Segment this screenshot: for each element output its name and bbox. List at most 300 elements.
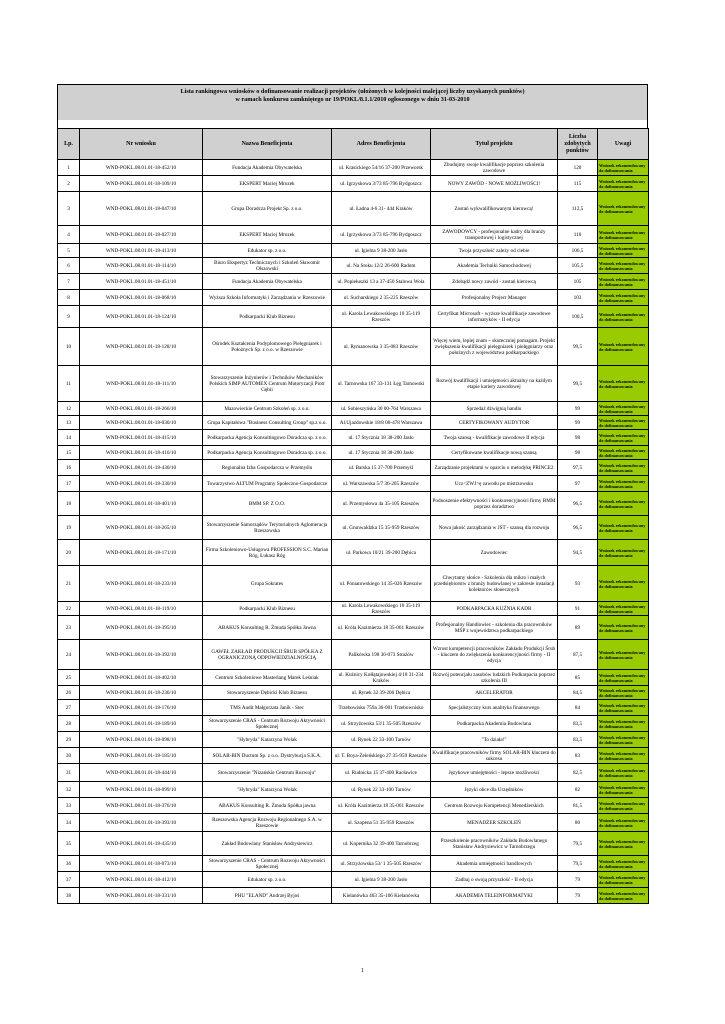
cell-recommendation-note: Wniosek rekomendowany do dofinansowania [598,566,649,602]
ranking-sheet [57,84,648,904]
cell-project-title: AKCELERATOR [431,686,558,700]
cell-lp: 22 [58,602,80,616]
cell-points: 120 [558,160,598,176]
cell-beneficiary-name: PHU "ELAND" Andrzej Byjoś [203,888,332,904]
cell-points: 81,5 [558,798,598,814]
cell-beneficiary-name: Biuro Ekspertyz Technicznych i Szkoleń Sławomir Olszowski [203,258,332,274]
page-number: 1 [361,968,364,974]
cell-application-number: WND-POKL.08.01.01-18-119/10 [80,602,203,616]
cell-points: 84 [558,700,598,716]
cell-recommendation-note: Wniosek rekomendowany do dofinansowania [598,670,649,686]
table-row [58,640,649,670]
cell-beneficiary-address: Al.Ujazdowskie 18/8 00-478 Warszawa [332,416,431,430]
cell-beneficiary-name: Edukator sp. z o.o. [203,872,332,888]
cell-application-number: WND-POKL.08.01.01-18-435/10 [80,832,203,856]
cell-beneficiary-name: Stowarzyszenie Dębicki Klub Biznesu [203,686,332,700]
cell-beneficiary-address: ul. Popiełuszki 13 a 37-450 Stalowa Wola [332,274,431,290]
cell-beneficiary-name: Wyższa Szkoła Informatyki i Zarządzania w Rzeszowie [203,290,332,306]
table-row [58,430,649,446]
table-row [58,764,649,782]
cell-application-number: WND-POKL.08.01.01-18-114/10 [80,258,203,274]
cell-project-title: Więcej wiem, lepiej znam – skuteczniej pomagam. Projekt zwiększenia kwalifikacji pielęgniarek i pielęgniarzy oraz położnych z województwa podkarpackiego [431,328,558,366]
cell-points: 80 [558,814,598,832]
cell-application-number: WND-POKL.08.01.01-18-413/10 [80,244,203,258]
cell-beneficiary-address: ul. Króla Kazimierza 18 35-061 Rzeszów [332,798,431,814]
cell-lp: 38 [58,888,80,904]
cell-recommendation-note: Wniosek rekomendowany do dofinansowania [598,764,649,782]
cell-recommendation-note: Wniosek rekomendowany do dofinansowania [598,872,649,888]
table-row [58,814,649,832]
cell-lp: 32 [58,782,80,798]
cell-beneficiary-address: ul. Strzyżowska 53/ 1 35-505 Rzeszów [332,856,431,872]
cell-beneficiary-name: Fundacja Akademia Obywatelska [203,160,332,176]
cell-project-title: Nowa jakość zarządzania w JST - szansą dla rozwoju [431,516,558,540]
cell-recommendation-note: Wniosek rekomendowany do dofinansowania [598,814,649,832]
table-row [58,244,649,258]
cell-lp: 10 [58,328,80,366]
cell-points: 89 [558,616,598,640]
cell-application-number: WND-POKL.08.01.01-18-415/10 [80,430,203,446]
title-spacer [57,120,648,128]
cell-points: 110 [558,226,598,244]
cell-points: 98 [558,430,598,446]
cell-application-number: WND-POKL.08.01.01-18-412/10 [80,872,203,888]
table-row [58,402,649,416]
cell-beneficiary-address: ul. Sucharskiego 2 35-225 Rzeszów [332,290,431,306]
cell-beneficiary-address: ul. Kopernika 32 39-400 Tarnobrzeg [332,832,431,856]
cell-application-number: WND-POKL.08.01.01-18-128/10 [80,328,203,366]
cell-beneficiary-name: Stowarzyszenie Inżynierów i Techników Mechaników Polskich SIMP AUTOMEX Centrum Motoryzacji Piotr Gębii [203,366,332,402]
cell-lp: 24 [58,640,80,670]
cell-recommendation-note: Wniosek rekomendowany do dofinansowania [598,416,649,430]
cell-points: 96,5 [558,516,598,540]
cell-points: 82 [558,782,598,798]
table-row [58,366,649,402]
cell-application-number: WND-POKL.08.01.01-18-401/10 [80,492,203,516]
cell-beneficiary-name: TMS Audit Małgorzata Janik - Stec [203,700,332,716]
cell-lp: 8 [58,290,80,306]
cell-points: 103 [558,290,598,306]
cell-lp: 19 [58,516,80,540]
table-body [58,160,649,904]
cell-lp: 23 [58,616,80,640]
table-header-row [58,129,649,160]
cell-recommendation-note: Wniosek rekomendowany do dofinansowania [598,492,649,516]
cell-points: 79,5 [558,856,598,872]
table-row [58,160,649,176]
cell-lp: 4 [58,226,80,244]
cell-project-title: NOWY ZAWÓD - NOWE MOŻLIWOŚCI! [431,176,558,192]
cell-application-number: WND-POKL.08.01.01-18-027/10 [80,226,203,244]
cell-lp: 20 [58,540,80,566]
cell-project-title: "To działa!" [431,732,558,748]
cell-beneficiary-address: ul. Strzyżowska 53/1 35-505 Rzeszów [332,716,431,732]
cell-application-number: WND-POKL.08.01.01-18-073/10 [80,856,203,872]
cell-application-number: WND-POKL.08.01.01-18-099/10 [80,782,203,798]
cell-beneficiary-address: ul. Krasickiego 54/16 37-200 Przeworsk [332,160,431,176]
cell-lp: 33 [58,798,80,814]
cell-recommendation-note: Wniosek rekomendowany do dofinansowania [598,244,649,258]
cell-recommendation-note: Wniosek rekomendowany do dofinansowania [598,888,649,904]
cell-project-title: Sprzedaż dźwignią handlu [431,402,558,416]
cell-application-number: WND-POKL.08.01.01-18-233/10 [80,566,203,602]
cell-project-title: Twoja szansą - kwalifikacje zawodowe II edycja [431,430,558,446]
cell-lp: 27 [58,700,80,716]
cell-application-number: WND-POKL.08.01.01-18-124/10 [80,306,203,328]
sheet-title [57,84,648,120]
cell-lp: 26 [58,686,80,700]
cell-beneficiary-name: Stowarzyszenie Samorządów Terytorialnych Aglomeracja Rzeszowska [203,516,332,540]
cell-lp: 37 [58,872,80,888]
cell-project-title: Przeszkolenie pracowników Zakładu Budowlanego Stanisław Andrysiewicz w Tarnobrzegu [431,832,558,856]
cell-recommendation-note: Wniosek rekomendowany do dofinansowania [598,460,649,476]
cell-recommendation-note: Wniosek rekomendowany do dofinansowania [598,290,649,306]
header-notes: Uwagi [598,129,649,160]
cell-beneficiary-address: ul. Igielna 9 38-200 Jasło [332,244,431,258]
cell-lp: 13 [58,416,80,430]
cell-beneficiary-address: ul. Rynek 22 33-100 Tarnów [332,732,431,748]
cell-project-title: Zostań wykwalifikowanym kierowcą! [431,192,558,226]
table-row [58,602,649,616]
cell-project-title: Języki obce dla Urzędników [431,782,558,798]
cell-lp: 3 [58,192,80,226]
cell-recommendation-note: Wniosek rekomendowany do dofinansowania [598,748,649,764]
cell-points: 99 [558,416,598,430]
cell-points: 112,5 [558,192,598,226]
cell-project-title: Kwalifikacje pracowników firmy SOLAR-BIN kluczem do sukcesu [432,749,556,762]
cell-application-number: WND-POKL.08.01.01-18-265/10 [80,516,203,540]
cell-application-number: WND-POKL.08.01.01-18-109/10 [80,176,203,192]
cell-lp: 17 [58,476,80,492]
cell-application-number: WND-POKL.08.01.01-18-111/10 [80,366,203,402]
cell-project-title: Podnoszenie efektywności i konkurencyjności firmy BMM poprzez doradztwo [431,492,558,516]
cell-recommendation-note: Wniosek rekomendowany do dofinansowania [598,540,649,566]
cell-beneficiary-address: ul. Rynek 22 33-100 Tarnów [332,782,431,798]
cell-lp: 11 [58,366,80,402]
table-row [58,176,649,192]
cell-project-title: Centrum Rozwoju Kompetencji Menedżerskich [431,798,558,814]
header-application-number: Nr wniosku [80,129,203,160]
cell-beneficiary-name: "Hybryda" Katarzyna Wolak [203,782,332,798]
cell-beneficiary-name: Firma Szkoleniowo-Usługowa PROFESSION S.C. Marian Róg, Łukasz Róg [203,540,332,566]
cell-application-number: WND-POKL.08.01.01-18-030/10 [80,416,203,430]
cell-project-title: ZAWODOWCY - profesjonalne kadry dla branży transportowej i logistycznej [431,226,558,244]
cell-beneficiary-name: Podkarpacka Agencja Konsultingowo Doradcza sp. z o.o. [203,446,332,460]
cell-project-title: Rozwój kwalifikacji i umiejętności aktualny na każdym etapie kariery zawodowej [431,366,558,402]
cell-beneficiary-name: GAWEŁ ZAKŁAD PRODUKCJI ŚRUB SPÓŁKA Z OGRANICZONĄ ODPOWIEDZIALNOŚCIĄ [203,640,332,670]
cell-beneficiary-address: ul. Rymanowska 3 35-083 Rzeszów [332,328,431,366]
table-row [58,258,649,274]
cell-beneficiary-address: Trzebowisko 759a 36-001 Trzebownisko [332,700,431,716]
table-row [58,832,649,856]
cell-lp: 14 [58,430,80,446]
header-lp: Lp. [58,129,80,160]
cell-project-title: Zdobądź nowy zawód - zostań kierowcą [431,274,558,290]
table-row [58,716,649,732]
cell-points: 96,5 [558,492,598,516]
cell-project-title: Certyfikat Microsoft - wyższe kwalifikacje zawodowe informatyków - II edycja [431,306,558,328]
cell-beneficiary-address: ul. Karola Lewakowskiego 10 35-119 Rzeszów [332,602,431,616]
cell-project-title: Zadbaj o swoją przyszłość - II edycja [431,872,558,888]
cell-beneficiary-name: Regionalna Izba Gospodarcza w Przemyślu [203,460,332,476]
cell-lp: 18 [58,492,80,516]
cell-application-number: WND-POKL.08.01.01-18-047/10 [80,192,203,226]
cell-beneficiary-name: Zakład Budowlany Stanisław Andrysiewicz [203,832,332,856]
cell-project-title: MENADŻER SZKOLEŃ [431,814,558,832]
table-row [58,492,649,516]
cell-recommendation-note: Wniosek rekomendowany do dofinansowania [598,226,649,244]
table-row [58,856,649,872]
cell-application-number: WND-POKL.08.01.01-18-098/10 [80,732,203,748]
cell-recommendation-note: Wniosek rekomendowany do dofinansowania [598,274,649,290]
table-row [58,274,649,290]
cell-beneficiary-address: ul. 17 Stycznia 18 38-200 Jasło [332,446,431,460]
cell-beneficiary-address: ul. 17 Stycznia 18 38-200 Jasło [332,430,431,446]
table-row [58,872,649,888]
header-beneficiary-name: Nazwa Beneficjenta [203,129,332,160]
cell-application-number: WND-POKL.08.01.01-18-376/10 [80,798,203,814]
cell-lp: 28 [58,716,80,732]
cell-recommendation-note: Wniosek rekomendowany do dofinansowania [598,306,649,328]
cell-recommendation-note: Wniosek rekomendowany do dofinansowania [598,602,649,616]
cell-lp: 2 [58,176,80,192]
cell-application-number: WND-POKL.08.01.01-18-176/10 [80,700,203,716]
cell-beneficiary-address: ul. Na Stoku 12/2 26-600 Radom [332,258,431,274]
cell-lp: 7 [58,274,80,290]
cell-lp: 1 [58,160,80,176]
cell-recommendation-note: Wniosek rekomendowany do dofinansowania [598,176,649,192]
cell-recommendation-note: Wniosek rekomendowany do dofinansowania [598,516,649,540]
cell-points: 105,5 [558,258,598,274]
header-project-title: Tytuł projektu [431,129,558,160]
cell-lp: 34 [58,814,80,832]
cell-recommendation-note: Wniosek rekomendowany do dofinansowania [598,856,649,872]
cell-beneficiary-address: ul. Barska 15 37-700 Przemyśl [332,460,431,476]
cell-application-number: WND-POKL.08.01.01-18-402/10 [80,670,203,686]
cell-recommendation-note: Wniosek rekomendowany do dofinansowania [598,616,649,640]
cell-project-title: Certyfikowane kwalifikacje nową szansą [431,446,558,460]
cell-points: 79,5 [558,832,598,856]
cell-application-number: WND-POKL.08.01.01-18-171/10 [80,540,203,566]
cell-project-title: AKADEMIA TELEINFORMATYKI [431,888,558,904]
table-row [58,798,649,814]
cell-beneficiary-address: ul. Ładna 4-6 31- 444 Kraków [332,192,431,226]
cell-beneficiary-name: Podkarpacki Klub Biznesu [203,306,332,328]
cell-beneficiary-name: EKSPERT Maciej Mrozek [203,226,332,244]
cell-recommendation-note: Wniosek rekomendowany do dofinansowania [598,686,649,700]
table-row [58,226,649,244]
cell-points: 79 [558,872,598,888]
cell-project-title: Językowe umiejętności - lepsze możliwości [431,764,558,782]
cell-lp: 15 [58,446,80,460]
cell-lp: 30 [58,748,80,764]
cell-application-number: WND-POKL.08.01.01-18-395/10 [80,616,203,640]
cell-beneficiary-address: Palikówka 198 36-073 Strażów [332,640,431,670]
cell-recommendation-note: Wniosek rekomendowany do dofinansowania [598,798,649,814]
cell-points: 93 [558,566,598,602]
cell-beneficiary-name: Grupa Kapitałowa "Business Consulting Group" sp.z o.o. [203,416,332,430]
cell-beneficiary-name: BMM SP. Z O.O. [203,492,332,516]
cell-recommendation-note: Wniosek rekomendowany do dofinansowania [598,328,649,366]
cell-application-number: WND-POKL.08.01.01-18-236/10 [80,686,203,700]
cell-beneficiary-name: Stowarzyszenie CRAS - Centrum Rozwoju Aktywności Społecznej [203,856,332,872]
cell-application-number: WND-POKL.08.01.01-18-451/10 [80,274,203,290]
cell-beneficiary-address: ul. Króla Kazimierza 18 35-061 Rzeszów [332,616,431,640]
cell-lp: 12 [58,402,80,416]
cell-points: 94,5 [558,540,598,566]
cell-project-title: Profesjonalny Project Manager [431,290,558,306]
cell-project-title: Specjalistyczny kurs analityka finansowego [431,700,558,716]
table-row [58,290,649,306]
cell-application-number: WND-POKL.08.01.01-18-068/10 [80,290,203,306]
cell-application-number: WND-POKL.08.01.01-18-452/10 [80,160,203,176]
header-beneficiary-address: Adres Beneficjenta [332,129,431,160]
cell-project-title: Chwytamy słońce - Szkolenia dla mikro i małych przedsiębiorstw z branży budowlanej w zakresie instalacji kolektorów słonecznych [431,566,558,602]
cell-beneficiary-name: Edukator sp. z o.o. [203,244,332,258]
cell-points: 83,5 [558,732,598,748]
cell-project-title: Zbudujmy swoje kwalifikacje poprzez szkolenia zawodowe [431,160,558,176]
cell-beneficiary-address: ul. Rynek 32 39-200 Dębica [332,686,431,700]
cell-points: 79 [558,888,598,904]
cell-application-number: WND-POKL.08.01.01-18-185/10 [80,748,203,764]
cell-recommendation-note: Wniosek rekomendowany do dofinansowania [598,700,649,716]
cell-application-number: WND-POKL.08.01.01-18-331/10 [80,888,203,904]
cell-points: 82,5 [558,764,598,782]
cell-beneficiary-name: Centrum Szkoleniowe Masterlang Marek Leśniak [203,670,332,686]
cell-lp: 16 [58,460,80,476]
cell-lp: 5 [58,244,80,258]
cell-recommendation-note: Wniosek rekomendowany do dofinansowania [598,832,649,856]
table-row [58,686,649,700]
table-row [58,732,649,748]
cell-recommendation-note: Wniosek rekomendowany do dofinansowania [598,258,649,274]
cell-project-title: Ucz<ZWJ>ę zawodu po mistrzowsku [431,476,558,492]
cell-beneficiary-address: ul. Karola Lewakowskiego 10 35-119 Rzeszów [332,306,431,328]
table-row [58,476,649,492]
cell-points: 99 [558,402,598,416]
cell-beneficiary-name: Stowarzyszenie "Nizańskie Centrum Rozwoju" [203,764,332,782]
table-row [58,328,649,366]
cell-application-number: WND-POKL.08.01.01-18-430/10 [80,460,203,476]
cell-beneficiary-name: SOLAR-BIN Ductum Sp. z o.o. Dystrybucja S.K.A. [203,748,332,764]
cell-recommendation-note: Wniosek rekomendowany do dofinansowania [598,446,649,460]
title-line-1: Lista rankingowa wniosków o dofinansowanie realizacji projektów (ułożonych w kolejności malejącej liczby uzyskanych punktów) [180,88,525,95]
cell-recommendation-note: Wniosek rekomendowany do dofinansowania [598,192,649,226]
cell-beneficiary-name: "Hybryda" Katarzyna Wolak [203,732,332,748]
cell-beneficiary-name: Podkarpacka Agencja Konsultingowo Doradcza sp. z o.o. [203,430,332,446]
cell-application-number: WND-POKL.08.01.01-18-416/10 [80,446,203,460]
cell-recommendation-note: Wniosek rekomendowany do dofinansowania [598,782,649,798]
cell-points: 83 [558,748,598,764]
cell-project-title: Rozwój potencjału zasobów ludzkich Podkarpacia poprzez szkolenia III [431,670,558,686]
cell-lp: 29 [58,732,80,748]
cell-beneficiary-name: Mazowieckie Centrum Szkoleń sp. z o.o. [203,402,332,416]
cell-beneficiary-address: ul. Parkowa 10/21 39-200 Dębica [332,540,431,566]
cell-beneficiary-name: Podkarpacki Klub Biznesu [203,602,332,616]
table-row [58,446,649,460]
table-row [58,306,649,328]
cell-project-title: PODKARPACKA KUŹNIA KADR [431,602,558,616]
cell-application-number: WND-POKL.08.01.01-18-266/10 [80,402,203,416]
cell-application-number: WND-POKL.08.01.01-18-330/10 [80,476,203,492]
cell-beneficiary-name: ABAKUS Konsulting R. Żmuda Spółka jawna [203,798,332,814]
cell-project-title: Zarządzanie projektami w oparciu o metodykę PRINCE2 [431,460,558,476]
cell-beneficiary-address: Kielanówka 403 35-106 Kielanówka [332,888,431,904]
cell-project-title: CERTYFIKOWANY AUDYTOR [431,416,558,430]
table-row [58,748,649,764]
cell-beneficiary-address: ul. Warszawska 5/7 36-205 Rzeszów [332,476,431,492]
cell-recommendation-note: Wniosek rekomendowany do dofinansowania [598,716,649,732]
cell-points: 85 [558,670,598,686]
cell-points: 106,5 [558,244,598,258]
table-row [58,192,649,226]
table-row [58,416,649,430]
cell-beneficiary-address: ul. Igielna 9 38-200 Jasło [332,872,431,888]
cell-project-title: Wzrost kompetencji pracowników Zakładu Produkcji Śrub - kluczem do zwiększenia konkurencyjności firmy - II edycja [431,640,558,670]
cell-beneficiary-address: ul. Kuźnicy Kołłątajowskiej 4/18 31-234 Kraków [332,670,431,686]
cell-points: 84,5 [558,686,598,700]
cell-points: 83,5 [558,716,598,732]
cell-recommendation-note: Wniosek rekomendowany do dofinansowania [598,476,649,492]
cell-beneficiary-address: ul. Przemysłowa 4a 35-105 Rzeszów [332,492,431,516]
cell-beneficiary-name: ABAKUS Konsulting R. Żmuda Spółka Jawna [203,616,332,640]
cell-beneficiary-address: ul. Poniatowskiego 14 35-026 Rzeszów [332,566,431,602]
cell-beneficiary-address: ul. Rudnicka 15 37-400 Racławice [332,764,431,782]
cell-points: 97,5 [558,460,598,476]
cell-lp: 25 [58,670,80,686]
cell-beneficiary-address: ul. T. Boya-Żeleńskiego 27 35-959 Rzeszów [332,748,431,764]
table-row [58,670,649,686]
cell-recommendation-note: Wniosek rekomendowany do dofinansowania [598,366,649,402]
cell-beneficiary-name: Stowarzyszenie CRAS - Centrum Rozwoju Aktywności Społecznej [203,716,332,732]
cell-application-number: WND-POKL.08.01.01-18-392/10 [80,640,203,670]
table-row [58,460,649,476]
cell-points: 115 [558,176,598,192]
cell-project-title: Profesjonalny Handlowiec - szkolenia dla pracowników MŚP z województwa podkarpackiego [431,616,558,640]
cell-points: 105 [558,274,598,290]
cell-beneficiary-name: Ośrodek Kształcenia Podyplomowego Pielęgniarek i Położnych Sp. z o.o. w Rzeszowie [203,328,332,366]
table-row [58,516,649,540]
cell-beneficiary-address: ul. Igrzyskowa 3/73 85-796 Bydgoszcz [332,176,431,192]
cell-points: 97 [558,476,598,492]
cell-project-title: Zawodowiec [431,540,558,566]
cell-lp: 31 [58,764,80,782]
cell-beneficiary-name: Grupa Sokrates [203,566,332,602]
header-points: Liczba zdobytych punktów [558,129,598,160]
cell-beneficiary-name: Fundacja Akademia Obywatelska [203,274,332,290]
cell-application-number: WND-POKL.08.01.01-18-444/10 [80,764,203,782]
cell-project-title: Akademia umiejętności handlowych [431,856,558,872]
cell-recommendation-note: Wniosek rekomendowany do dofinansowania [598,640,649,670]
cell-lp: 35 [58,832,80,856]
cell-beneficiary-address: ul. Szopena 51 35-959 Rzeszów [332,814,431,832]
cell-beneficiary-name: Grupa Doradcza Projekt Sp. z o.o. [203,192,332,226]
cell-lp: 36 [58,856,80,872]
cell-lp: 6 [58,258,80,274]
cell-recommendation-note: Wniosek rekomendowany do dofinansowania [598,430,649,446]
cell-beneficiary-name: Rzeszowska Agencja Rozwoju Regionalnego S.A. w Rzeszowie [203,814,332,832]
cell-beneficiary-address: ul. Tarnowska 167 33-131 Łęg Tarnowski [332,366,431,402]
cell-beneficiary-address: ul. Igrzyskowa 3/73 85-796 Bydgoszcz [332,226,431,244]
cell-application-number: WND-POKL.08.01.01-18-393/10 [80,814,203,832]
cell-recommendation-note: Wniosek rekomendowany do dofinansowania [598,732,649,748]
ranking-table [57,128,649,904]
cell-beneficiary-name: Towarzystwo ALTUM Programy Społeczno-Gospodarcze [203,476,332,492]
cell-lp: 21 [58,566,80,602]
table-row [58,566,649,602]
table-row [58,540,649,566]
cell-points: 99,5 [558,328,598,366]
